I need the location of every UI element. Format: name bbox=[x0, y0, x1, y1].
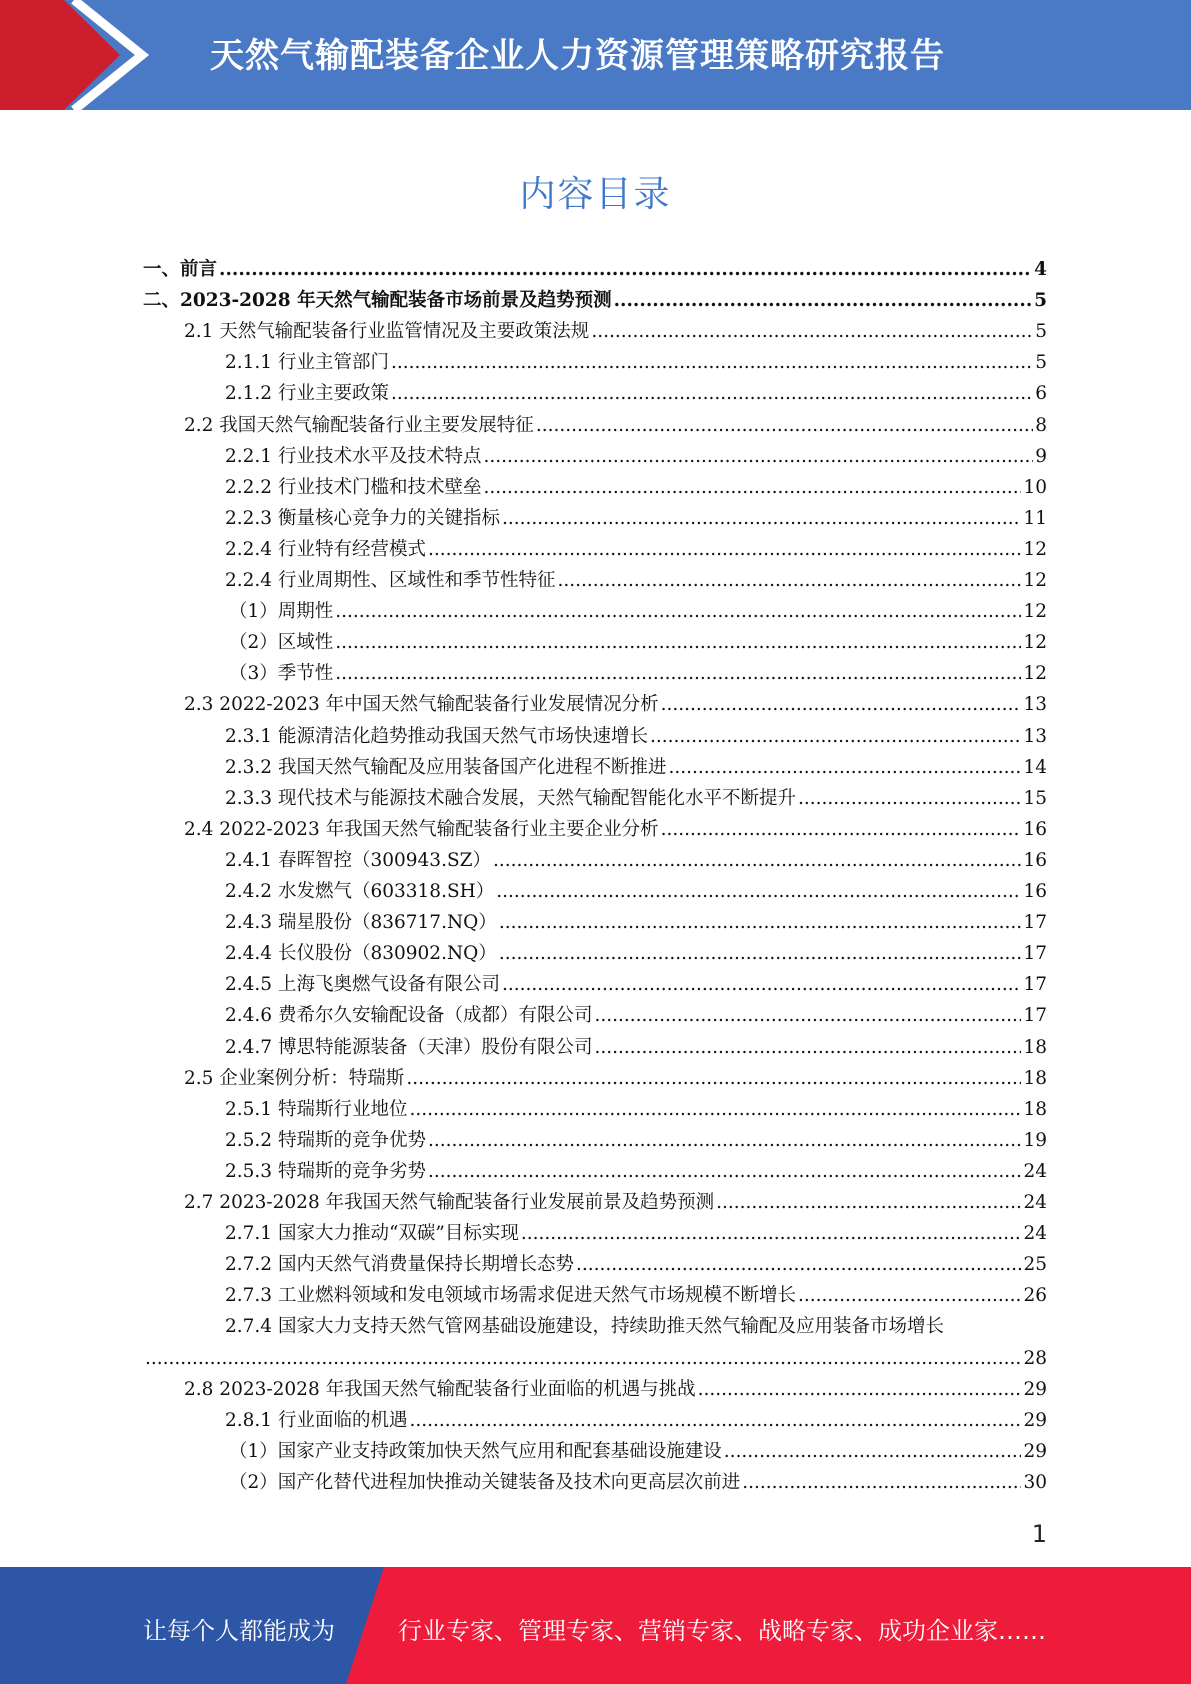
toc-page-number: 17 bbox=[1023, 974, 1047, 996]
toc-entry[interactable] bbox=[225, 845, 1047, 876]
toc-entry[interactable] bbox=[225, 752, 1047, 783]
toc-entry[interactable] bbox=[225, 503, 1047, 534]
report-title: 天然气输配装备企业人力资源管理策略研究报告 bbox=[210, 36, 945, 76]
toc-page-number: 18 bbox=[1023, 1036, 1047, 1058]
toc-entry[interactable] bbox=[225, 1405, 1047, 1436]
toc-entry-text: 2.4.6 费希尔久安输配设备（成都）有限公司 bbox=[225, 1005, 593, 1027]
toc-leader-dots bbox=[502, 969, 1021, 1000]
toc-entry[interactable] bbox=[184, 1187, 1047, 1218]
toc-leader-dots bbox=[502, 503, 1021, 534]
toc-entry-text: 2.7.2 国内天然气消费量保持长期增长态势 bbox=[225, 1254, 574, 1276]
toc-page-number: 13 bbox=[1023, 694, 1047, 716]
toc-entry-text: 2.3 2022-2023 年中国天然气输配装备行业发展情况分析 bbox=[184, 694, 659, 716]
toc-page-number: 12 bbox=[1023, 632, 1047, 654]
contents-title: 内容目录 bbox=[519, 174, 672, 215]
toc-leader-dots bbox=[145, 1343, 1021, 1374]
toc-entry[interactable] bbox=[225, 1280, 1047, 1311]
toc-entry[interactable] bbox=[225, 534, 1047, 565]
toc-entry[interactable] bbox=[229, 1436, 1047, 1467]
toc-entry-text: 2.2 我国天然气输配装备行业主要发展特征 bbox=[184, 414, 534, 436]
toc-leader-dots bbox=[594, 1032, 1021, 1063]
toc-leader-dots bbox=[483, 441, 1033, 472]
toc-entry-text: 2.7.4 国家大力支持天然气管网基础设施建设，持续助推天然气输配及应用装备市场增长 bbox=[225, 1316, 944, 1338]
toc-leader-dots bbox=[499, 907, 1022, 938]
toc-entry-text: 2.2.4 行业周期性、区域性和季节性特征 bbox=[225, 570, 556, 591]
toc-entry[interactable] bbox=[184, 814, 1047, 845]
toc-entry-text: 2.5 企业案例分析：特瑞斯 bbox=[184, 1067, 405, 1089]
toc-entry[interactable] bbox=[225, 1000, 1047, 1031]
toc-entry-text: 2.4.4 长仪股份（830902.NQ） bbox=[225, 943, 497, 965]
toc-leader-dots bbox=[493, 845, 1021, 876]
toc-page-number: 11 bbox=[1023, 507, 1047, 529]
toc-entry-text: 2.3.3 现代技术与能源技术融合发展，天然气输配智能化水平不断提升 bbox=[225, 787, 796, 809]
toc-page-number: 6 bbox=[1035, 383, 1047, 405]
toc-leader-dots bbox=[742, 1467, 1021, 1498]
toc-page-number: 18 bbox=[1023, 1098, 1047, 1120]
toc-page-number: 10 bbox=[1023, 476, 1047, 498]
toc-leader-dots bbox=[428, 1156, 1021, 1187]
toc-page-number: 30 bbox=[1023, 1471, 1047, 1493]
toc-entry-text: 2.1 天然气输配装备行业监管情况及主要政策法规 bbox=[184, 321, 590, 343]
toc-page-number: 12 bbox=[1023, 601, 1047, 623]
toc-page-number: 13 bbox=[1023, 725, 1047, 747]
toc-entry[interactable] bbox=[229, 1467, 1047, 1498]
toc-entry-text: 2.1.1 行业主管部门 bbox=[225, 352, 389, 374]
toc-entry[interactable] bbox=[225, 969, 1047, 1000]
toc-entry[interactable] bbox=[184, 1063, 1047, 1094]
toc-entry[interactable] bbox=[143, 285, 1047, 316]
toc-entry[interactable] bbox=[225, 441, 1047, 472]
toc-entry-text: 一、前言 bbox=[143, 259, 218, 280]
toc-leader-dots bbox=[428, 534, 1021, 565]
toc-entry[interactable] bbox=[229, 627, 1047, 658]
toc-leader-dots bbox=[335, 627, 1021, 658]
toc-page-number: 18 bbox=[1023, 1067, 1047, 1089]
toc-page-number: 29 bbox=[1023, 1378, 1047, 1400]
toc-page-number: 5 bbox=[1034, 290, 1047, 312]
toc-page-number: 5 bbox=[1035, 352, 1047, 374]
toc-entry[interactable] bbox=[225, 783, 1047, 814]
toc-leader-dots bbox=[661, 689, 1022, 720]
toc-page-number: 15 bbox=[1023, 787, 1047, 809]
toc-entry[interactable] bbox=[143, 254, 1047, 285]
toc-leader-dots bbox=[521, 1218, 1022, 1249]
toc-entry[interactable] bbox=[184, 689, 1047, 720]
toc-leader-dots bbox=[716, 1187, 1021, 1218]
footer-banner bbox=[0, 1567, 1191, 1684]
toc-entry[interactable] bbox=[225, 472, 1047, 503]
toc-entry-text: 2.5.2 特瑞斯的竞争优势 bbox=[225, 1129, 426, 1151]
report-header-banner bbox=[0, 0, 1191, 110]
toc-page-number: 29 bbox=[1023, 1409, 1047, 1431]
toc-entry-text: 2.3.1 能源清洁化趋势推动我国天然气市场快速增长 bbox=[225, 725, 648, 747]
toc-entry-text: （1）周期性 bbox=[229, 601, 334, 623]
toc-leader-dots bbox=[409, 1094, 1021, 1125]
toc-entry-text: 2.3.2 我国天然气输配及应用装备国产化进程不断推进 bbox=[225, 756, 667, 778]
toc-page-number: 17 bbox=[1023, 912, 1047, 934]
toc-leader-dots bbox=[576, 1249, 1021, 1280]
toc-leader-dots bbox=[391, 347, 1033, 378]
toc-leader-dots bbox=[409, 1405, 1021, 1436]
toc-page-number: 9 bbox=[1035, 445, 1047, 467]
toc-leader-dots bbox=[391, 378, 1033, 409]
toc-leader-dots bbox=[557, 565, 1021, 596]
toc-leader-dots bbox=[219, 254, 1032, 285]
toc-entry[interactable] bbox=[225, 565, 1047, 596]
toc-page-number: 28 bbox=[1023, 1347, 1047, 1369]
toc-entry[interactable] bbox=[184, 1374, 1047, 1405]
toc-entry-text: 2.5.1 特瑞斯行业地位 bbox=[225, 1098, 408, 1120]
toc-entry[interactable] bbox=[225, 347, 1047, 378]
toc-leader-dots bbox=[594, 1000, 1021, 1031]
toc-page-number: 12 bbox=[1023, 663, 1047, 685]
toc-entry[interactable] bbox=[225, 721, 1047, 752]
toc-leader-dots bbox=[724, 1436, 1022, 1467]
toc-entry[interactable] bbox=[225, 1249, 1047, 1280]
toc-leader-dots bbox=[698, 1374, 1022, 1405]
toc-entry[interactable] bbox=[229, 596, 1047, 627]
toc-page-number: 19 bbox=[1023, 1129, 1047, 1151]
toc-entry-text: 2.4.2 水发燃气（603318.SH） bbox=[225, 881, 495, 902]
toc-entry-text: （2）区域性 bbox=[229, 632, 334, 654]
toc-page-number: 24 bbox=[1023, 1160, 1047, 1182]
toc-page-number: 24 bbox=[1023, 1192, 1047, 1213]
toc-entry[interactable] bbox=[225, 907, 1047, 938]
toc-leader-dots bbox=[650, 721, 1021, 752]
toc-entry-text: 2.8 2023-2028 年我国天然气输配装备行业面临的机遇与挑战 bbox=[184, 1378, 696, 1400]
toc-entry-text: 2.8.1 行业面临的机遇 bbox=[225, 1409, 408, 1431]
toc-page-number: 16 bbox=[1023, 849, 1047, 871]
toc-leader-dots bbox=[591, 316, 1033, 347]
toc-leader-dots bbox=[668, 752, 1021, 783]
toc-entry[interactable] bbox=[225, 1156, 1047, 1187]
toc-entry-text: 2.4.3 瑞星股份（836717.NQ） bbox=[225, 912, 497, 934]
toc-page-number: 4 bbox=[1034, 259, 1047, 280]
toc-entry[interactable] bbox=[225, 1094, 1047, 1125]
toc-entry-text: 2.2.1 行业技术水平及技术特点 bbox=[225, 445, 482, 467]
toc-entry-text: 2.5.3 特瑞斯的竞争劣势 bbox=[225, 1160, 426, 1182]
toc-page-number: 5 bbox=[1035, 321, 1047, 343]
toc-entry-text: 2.4.1 春晖智控（300943.SZ） bbox=[225, 849, 491, 871]
toc-entry-text: 2.7.3 工业燃料领域和发电领域市场需求促进天然气市场规模不断增长 bbox=[225, 1285, 796, 1307]
toc-leader-dots bbox=[335, 658, 1021, 689]
toc-leader-dots bbox=[798, 783, 1021, 814]
footer-slogan-lead: 让每个人都能成为 bbox=[143, 1617, 335, 1645]
toc-entry[interactable] bbox=[184, 316, 1047, 347]
toc-leader-dots bbox=[335, 596, 1021, 627]
toc-page-number: 25 bbox=[1023, 1254, 1047, 1276]
toc-page-number: 17 bbox=[1023, 943, 1047, 965]
toc-page-number: 26 bbox=[1023, 1285, 1047, 1307]
toc-leader-dots bbox=[483, 472, 1021, 503]
toc-entry-text: 2.2.2 行业技术门槛和技术壁垒 bbox=[225, 476, 482, 498]
toc-entry-text: 2.2.4 行业特有经营模式 bbox=[225, 538, 426, 560]
toc-page-number: 12 bbox=[1023, 538, 1047, 560]
toc-entry[interactable] bbox=[229, 658, 1047, 689]
toc-entry-text: 2.4.7 博思特能源装备（天津）股份有限公司 bbox=[225, 1036, 593, 1058]
toc-entry[interactable] bbox=[225, 876, 1047, 907]
toc-entry[interactable] bbox=[225, 1125, 1047, 1156]
toc-entry[interactable] bbox=[143, 1343, 1047, 1374]
toc-entry-text: 二、2023-2028 年天然气输配装备市场前景及趋势预测 bbox=[143, 290, 612, 312]
toc-leader-dots bbox=[499, 938, 1022, 969]
toc-leader-dots bbox=[536, 410, 1033, 441]
header-arrow-decoration bbox=[0, 0, 150, 110]
toc-leader-dots bbox=[661, 814, 1022, 845]
toc-entry[interactable] bbox=[225, 938, 1047, 969]
toc-entry[interactable] bbox=[225, 1032, 1047, 1063]
toc-entry[interactable] bbox=[225, 1218, 1047, 1249]
toc-entry-text: 2.4.5 上海飞奥燃气设备有限公司 bbox=[225, 974, 500, 996]
toc-page-number: 16 bbox=[1023, 881, 1047, 902]
footer-slogan-roles: 行业专家、管理专家、营销专家、战略专家、成功企业家…… bbox=[398, 1617, 1046, 1645]
toc-page-number: 8 bbox=[1035, 414, 1047, 436]
toc-entry-text: 2.7 2023-2028 年我国天然气输配装备行业发展前景及趋势预测 bbox=[184, 1192, 715, 1213]
toc-entry-text: （2）国产化替代进程加快推动关键装备及技术向更高层次前进 bbox=[229, 1471, 741, 1493]
toc-page-number: 14 bbox=[1023, 756, 1047, 778]
toc-leader-dots bbox=[614, 285, 1033, 316]
toc-entry-text: 2.4 2022-2023 年我国天然气输配装备行业主要企业分析 bbox=[184, 818, 659, 840]
toc-page-number: 24 bbox=[1023, 1223, 1047, 1245]
toc-page-number: 16 bbox=[1023, 818, 1047, 840]
toc-leader-dots bbox=[496, 876, 1021, 907]
toc-page-number: 29 bbox=[1023, 1440, 1047, 1462]
toc-page-number: 12 bbox=[1023, 570, 1047, 591]
toc-leader-dots bbox=[798, 1280, 1021, 1311]
toc-entry-text: （3）季节性 bbox=[229, 663, 334, 685]
toc-page-number: 17 bbox=[1023, 1005, 1047, 1027]
toc-entry-text: 2.7.1 国家大力推动“双碳”目标实现 bbox=[225, 1223, 519, 1245]
toc-entry-text: 2.1.2 行业主要政策 bbox=[225, 383, 389, 405]
toc-leader-dots bbox=[406, 1063, 1021, 1094]
toc-entry[interactable] bbox=[184, 410, 1047, 441]
toc-leader-dots bbox=[428, 1125, 1021, 1156]
toc-entry-text: 2.2.3 衡量核心竞争力的关键指标 bbox=[225, 507, 500, 529]
toc-entry-text: （1）国家产业支持政策加快天然气应用和配套基础设施建设 bbox=[229, 1440, 722, 1462]
page-number: 1 bbox=[1031, 1520, 1047, 1548]
toc-entry[interactable] bbox=[225, 378, 1047, 409]
